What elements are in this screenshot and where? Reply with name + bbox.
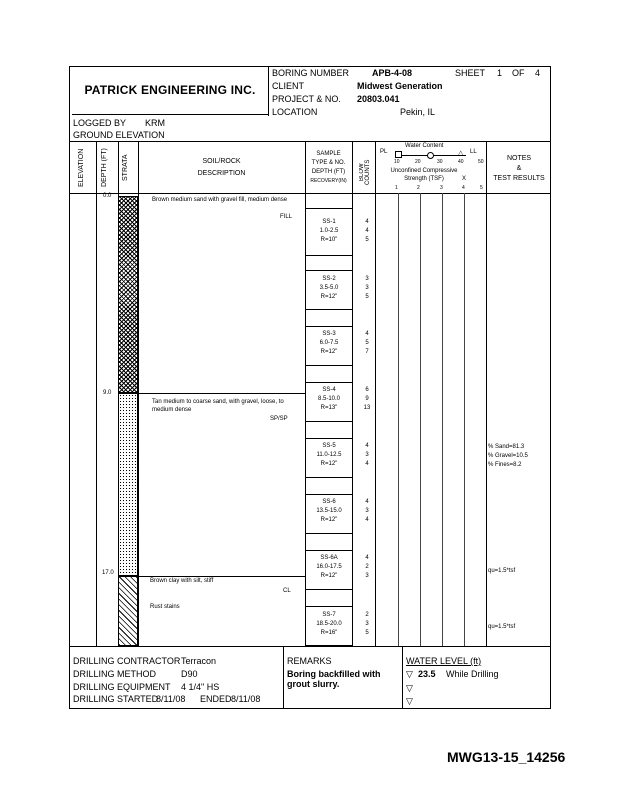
- equipment-label: DRILLING EQUIPMENT: [73, 682, 171, 692]
- wc-tick-40: 40: [458, 159, 464, 165]
- chart-grid-1: [398, 193, 399, 646]
- depth-marker-17: 17.0: [102, 570, 114, 576]
- water-level-symbol-3: ▽: [406, 696, 413, 706]
- chart-grid-4: [464, 193, 465, 646]
- sample-id: SS-4: [322, 387, 336, 393]
- contractor-value: Terracon: [181, 656, 217, 666]
- water-level-symbol-1: ▽: [406, 669, 413, 679]
- strata-clay: [118, 576, 138, 646]
- ucs-tick-2: 2: [417, 185, 420, 191]
- ucs-tick-1: 1: [395, 185, 398, 191]
- blow-count: 4: [365, 443, 369, 449]
- sheet-number: 1: [497, 68, 503, 78]
- layer-2-code: SP/SP: [270, 416, 288, 422]
- layer-3-code: CL: [283, 588, 291, 594]
- client-label: CLIENT: [272, 81, 305, 91]
- depth-marker-9: 9.0: [103, 390, 112, 396]
- blow-count: 9: [365, 396, 369, 402]
- sample-recovery: R=16": [320, 630, 338, 636]
- wc-symbol: [427, 152, 434, 159]
- blow-count: 4: [365, 555, 369, 561]
- ended-label: ENDED: [200, 694, 232, 704]
- water-level-label: WATER LEVEL (ft): [406, 656, 482, 666]
- wc-tick-10: 10: [394, 159, 400, 165]
- sample-recovery: R=12": [320, 573, 338, 579]
- sample-depth: 16.0-17.5: [316, 564, 342, 570]
- sample-header-2: TYPE & NO.: [311, 160, 346, 166]
- sample-id: SS-5: [322, 443, 336, 449]
- column-header-rule: [69, 193, 551, 194]
- layer-2-description: Tan medium to coarse sand, with gravel, loose, to medium dense: [152, 399, 284, 413]
- blow-count: 3: [365, 276, 369, 282]
- layer-4-description: Rust stains: [150, 604, 180, 610]
- notes-gradation: [488, 443, 528, 470]
- sample-id: SS-6A: [320, 555, 338, 561]
- depth-header: DEPTH (FT): [101, 148, 108, 187]
- sample-recovery: R=12": [320, 349, 338, 355]
- depth-marker-0: 0.0: [103, 193, 112, 199]
- remarks-value: Boring backfilled with grout slurry.: [287, 669, 381, 689]
- blow-count: 4: [365, 461, 369, 467]
- company-underline: [72, 114, 268, 115]
- sample-depth: 1.0-2.5: [319, 228, 339, 234]
- description-header-2: DESCRIPTION: [197, 170, 246, 177]
- blow-count: 3: [365, 285, 369, 291]
- wc-tick-30: 30: [437, 159, 443, 165]
- layer-boundary-17: [138, 576, 305, 577]
- started-label: DRILLING STARTED: [73, 694, 159, 704]
- blow-count: 4: [365, 228, 369, 234]
- blows-2: [362, 275, 372, 302]
- blow-count: 4: [365, 219, 369, 225]
- layer-1-code: FILL: [280, 214, 293, 220]
- blow-count: 5: [365, 340, 369, 346]
- company-name: PATRICK ENGINEERING INC.: [84, 83, 256, 97]
- note-qu-1: qu=1.5*tsf: [488, 568, 516, 574]
- sample-id: SS-1: [322, 219, 336, 225]
- sample-3: [306, 330, 352, 357]
- sample-header-1: SAMPLE: [316, 151, 341, 157]
- blows-3: [362, 330, 372, 357]
- layer-1-description: Brown medium sand with gravel fill, medium dense: [152, 197, 288, 203]
- blow-count: 13: [363, 405, 371, 411]
- blows-8: [362, 611, 372, 638]
- blows-7: [362, 554, 372, 581]
- project-value: 20803.041: [357, 94, 400, 104]
- ucs-mark: X: [462, 176, 467, 182]
- blow-count: 4: [365, 499, 369, 505]
- sample-depth: 8.5-10.0: [317, 396, 341, 402]
- blow-count: 5: [365, 237, 369, 243]
- note-qu-2: qu=1.5*tsf: [488, 624, 516, 630]
- location-value: Pekin, IL: [400, 107, 436, 117]
- blow-count: 3: [365, 573, 369, 579]
- strata-fill: [118, 196, 138, 393]
- note-sand: % Sand=81.3: [488, 444, 525, 450]
- layer-boundary-9: [138, 393, 305, 394]
- method-label: DRILLING METHOD: [73, 669, 157, 679]
- sheet-total: 4: [535, 68, 541, 78]
- sample-5: [306, 442, 352, 469]
- ended-value: 8/11/08: [231, 694, 261, 704]
- footer-divider-2: [402, 646, 403, 709]
- sample-depth: 3.5-5.0: [319, 285, 339, 291]
- sample-id: SS-2: [322, 276, 336, 282]
- note-fines: % Fines=8.2: [488, 462, 522, 468]
- equipment-value: 4 1/4" HS: [181, 682, 220, 692]
- method-value: D90: [181, 669, 198, 679]
- strata-sand: [118, 393, 138, 576]
- blow-count: 6: [365, 387, 369, 393]
- water-content-label: Water Content: [405, 143, 444, 149]
- ground-elevation-label: GROUND ELEVATION: [73, 130, 165, 140]
- blow-count: 3: [365, 508, 369, 514]
- sample-recovery: R=13": [320, 405, 338, 411]
- footer-top-rule: [69, 646, 551, 647]
- water-level-note: While Drilling: [446, 669, 499, 679]
- sample-recovery: R=12": [320, 517, 338, 523]
- wc-tick-20: 20: [415, 159, 421, 165]
- ll-symbol: △: [458, 150, 464, 157]
- sample-id: SS-7: [322, 612, 336, 618]
- ucs-tick-4: 4: [462, 185, 465, 191]
- sample-recovery: R=10": [320, 237, 338, 243]
- logged-by-value: KRM: [145, 118, 165, 128]
- wc-tick-50: 50: [478, 159, 484, 165]
- blows-4: [362, 386, 372, 413]
- sample-depth: 11.0-12.5: [316, 452, 342, 458]
- sample-depth: 6.0-7.5: [319, 340, 339, 346]
- blows-5: [362, 442, 372, 469]
- blows-1: [362, 218, 372, 245]
- footer-divider-1: [283, 646, 284, 709]
- pl-symbol: [395, 151, 402, 158]
- sample-id: SS-6: [322, 499, 336, 505]
- chart-grid-2: [420, 193, 421, 646]
- logged-by-label: LOGGED BY: [73, 118, 127, 128]
- sample-6: [306, 498, 352, 525]
- ll-label: LL: [470, 149, 477, 155]
- sample-depth: 18.5-20.0: [316, 621, 342, 627]
- blow-count: 3: [365, 452, 369, 458]
- blow-count: 2: [365, 612, 369, 618]
- col-divider-elevation: [96, 141, 97, 646]
- sample-recovery: R=12": [320, 461, 338, 467]
- sample-2: [306, 275, 352, 302]
- sheet-of: OF: [512, 68, 525, 78]
- strata-header: STRATA: [122, 154, 129, 181]
- sheet-label: SHEET: [455, 68, 486, 78]
- header-bottom-rule: [69, 141, 551, 142]
- started-value: 8/11/08: [156, 694, 186, 704]
- blows-6: [362, 498, 372, 525]
- sample-id: SS-3: [322, 331, 336, 337]
- col-divider-sample: [352, 141, 353, 646]
- col-divider-blows: [375, 141, 376, 646]
- client-value: Midwest Generation: [357, 81, 443, 91]
- blow-count: 3: [365, 621, 369, 627]
- layer-3-description: Brown clay with silt, stiff: [150, 578, 214, 584]
- sample-depth: 13.5-15.0: [316, 508, 342, 514]
- sample-4: [306, 386, 352, 413]
- notes-header-1: NOTES: [506, 155, 532, 162]
- ucs-label-2: Strength (TSF): [404, 176, 444, 182]
- blow-count: 4: [365, 331, 369, 337]
- boring-number: APB-4-08: [372, 68, 413, 78]
- chart-grid-3: [442, 193, 443, 646]
- blow-count: 2: [365, 564, 369, 570]
- sample-header-4: RECOVERY(IN): [310, 178, 347, 184]
- water-level-symbol-2: ▽: [406, 683, 413, 693]
- blow-counts-header: BLOW COUNTS: [359, 159, 371, 186]
- document-id: MWG13-15_14256: [447, 749, 566, 765]
- ucs-tick-5: 5: [480, 185, 483, 191]
- sample-7: [306, 554, 352, 581]
- description-header-1: SOIL/ROCK: [202, 158, 241, 165]
- sample-8: [306, 611, 352, 638]
- blow-count: 4: [365, 517, 369, 523]
- notes-header-2: &: [516, 165, 522, 172]
- sample-recovery: R=12": [320, 294, 338, 300]
- contractor-label: DRILLING CONTRACTOR: [73, 656, 181, 666]
- blow-count: 5: [365, 630, 369, 636]
- elevation-header: ELEVATION: [78, 148, 85, 187]
- sample-1: [306, 218, 352, 245]
- col-divider-chart: [486, 141, 487, 646]
- sample-header-3: DEPTH (FT): [311, 169, 346, 175]
- ucs-tick-3: 3: [440, 185, 443, 191]
- location-label: LOCATION: [272, 107, 318, 117]
- blow-count: 5: [365, 294, 369, 300]
- ucs-label-1: Unconfined Compressive: [390, 168, 458, 174]
- notes-header-3: TEST RESULTS: [493, 175, 545, 182]
- project-label: PROJECT & NO.: [272, 94, 341, 104]
- blow-count: 7: [365, 349, 369, 355]
- pl-label: PL: [380, 149, 388, 155]
- water-level-value: 23.5: [418, 669, 436, 679]
- note-gravel: % Gravel=10.5: [488, 453, 528, 459]
- boring-number-label: BORING NUMBER: [272, 68, 350, 78]
- header-divider: [268, 66, 269, 116]
- remarks-label: REMARKS: [287, 656, 332, 666]
